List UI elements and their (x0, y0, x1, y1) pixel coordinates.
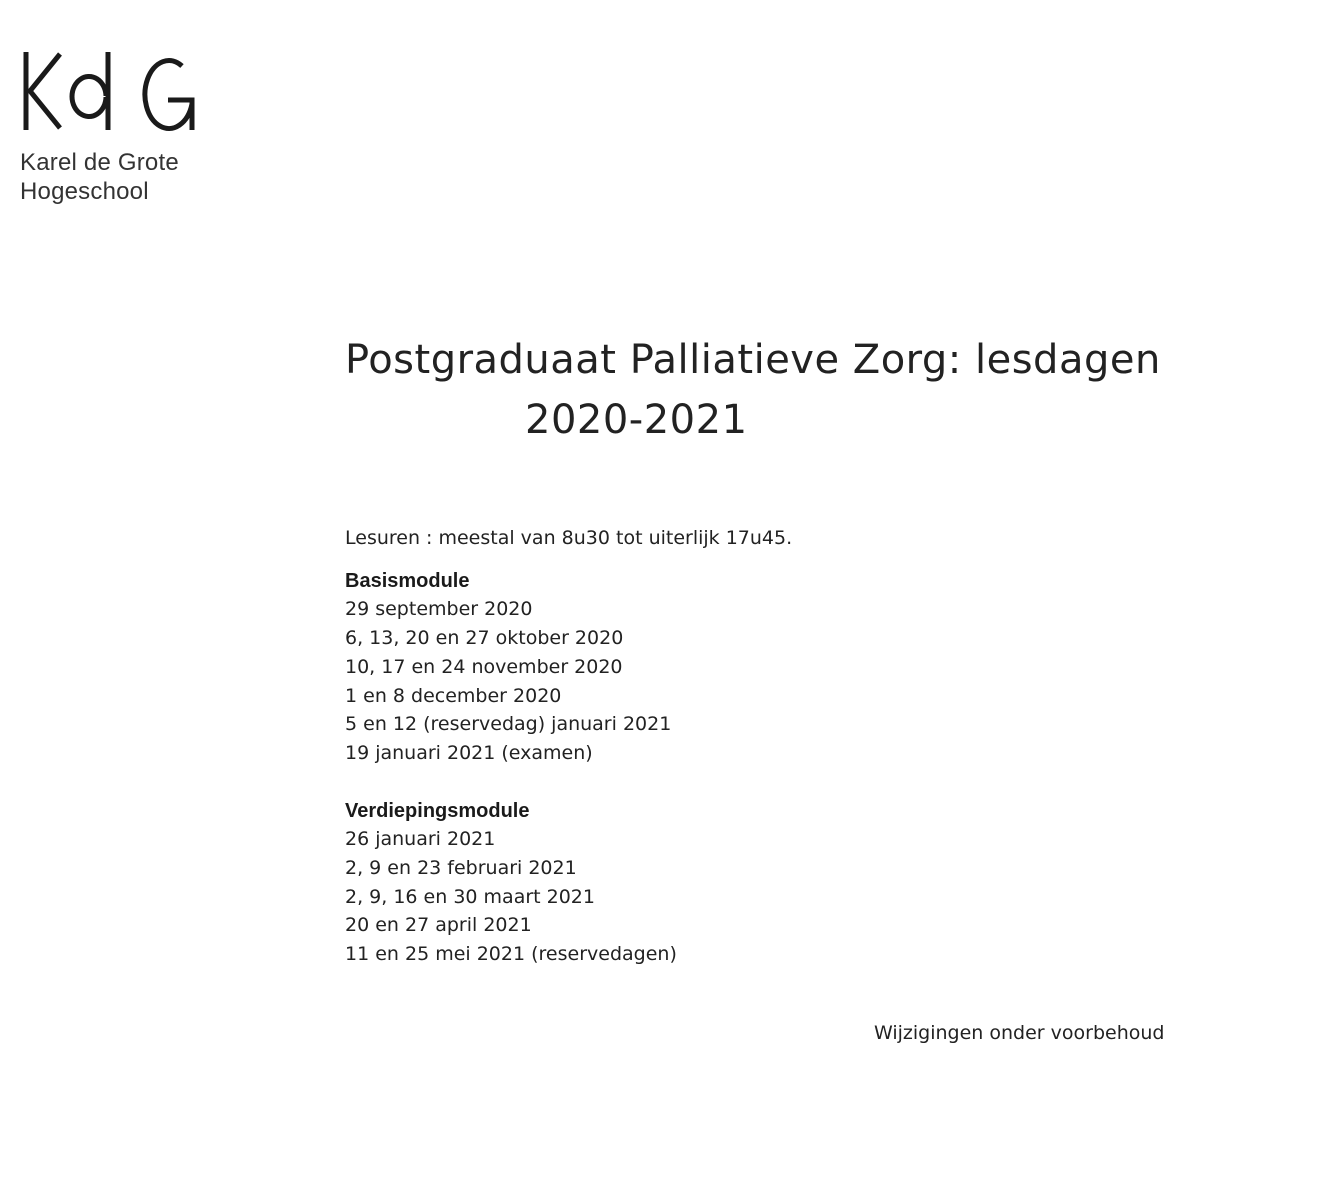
date-item: 2, 9 en 23 februari 2021 (345, 857, 577, 880)
page-title-line2: 2020-2021 (525, 397, 748, 443)
date-item: 2, 9, 16 en 30 maart 2021 (345, 885, 595, 908)
lesson-hours-text: Lesuren : meestal van 8u30 tot uiterlijk 17u45. (345, 527, 793, 549)
date-item: 11 en 25 mei 2021 (reservedagen) (345, 943, 677, 966)
date-item: 26 januari 2021 (345, 828, 496, 851)
date-item: 29 september 2020 (345, 598, 533, 621)
date-item: 6, 13, 20 en 27 oktober 2020 (345, 627, 624, 650)
logo-subtitle-line1: Karel de Grote (20, 149, 179, 176)
date-item: 20 en 27 april 2021 (345, 914, 532, 937)
kdg-logo (20, 50, 220, 206)
kdg-wordmark-logo (20, 50, 200, 132)
disclaimer-text: Wijzigingen onder voorbehoud (874, 1022, 1165, 1044)
section-heading: Basismodule (345, 569, 470, 592)
page-title (345, 330, 1305, 450)
date-item: 1 en 8 december 2020 (345, 684, 562, 707)
verdiepingsmodule-section (345, 797, 1145, 969)
logo-subtitle (20, 148, 220, 206)
date-item: 19 januari 2021 (examen) (345, 741, 593, 764)
date-list (345, 825, 1145, 969)
logo-subtitle-line2: Hogeschool (20, 178, 149, 205)
date-item: 10, 17 en 24 november 2020 (345, 655, 623, 678)
schedule-content (345, 524, 1145, 969)
section-heading: Verdiepingsmodule (345, 799, 530, 822)
page-title-line1: Postgraduaat Palliatieve Zorg: lesdagen (345, 337, 1161, 383)
date-list (345, 595, 1145, 767)
basismodule-section (345, 567, 1145, 768)
date-item: 5 en 12 (reservedag) januari 2021 (345, 713, 672, 736)
